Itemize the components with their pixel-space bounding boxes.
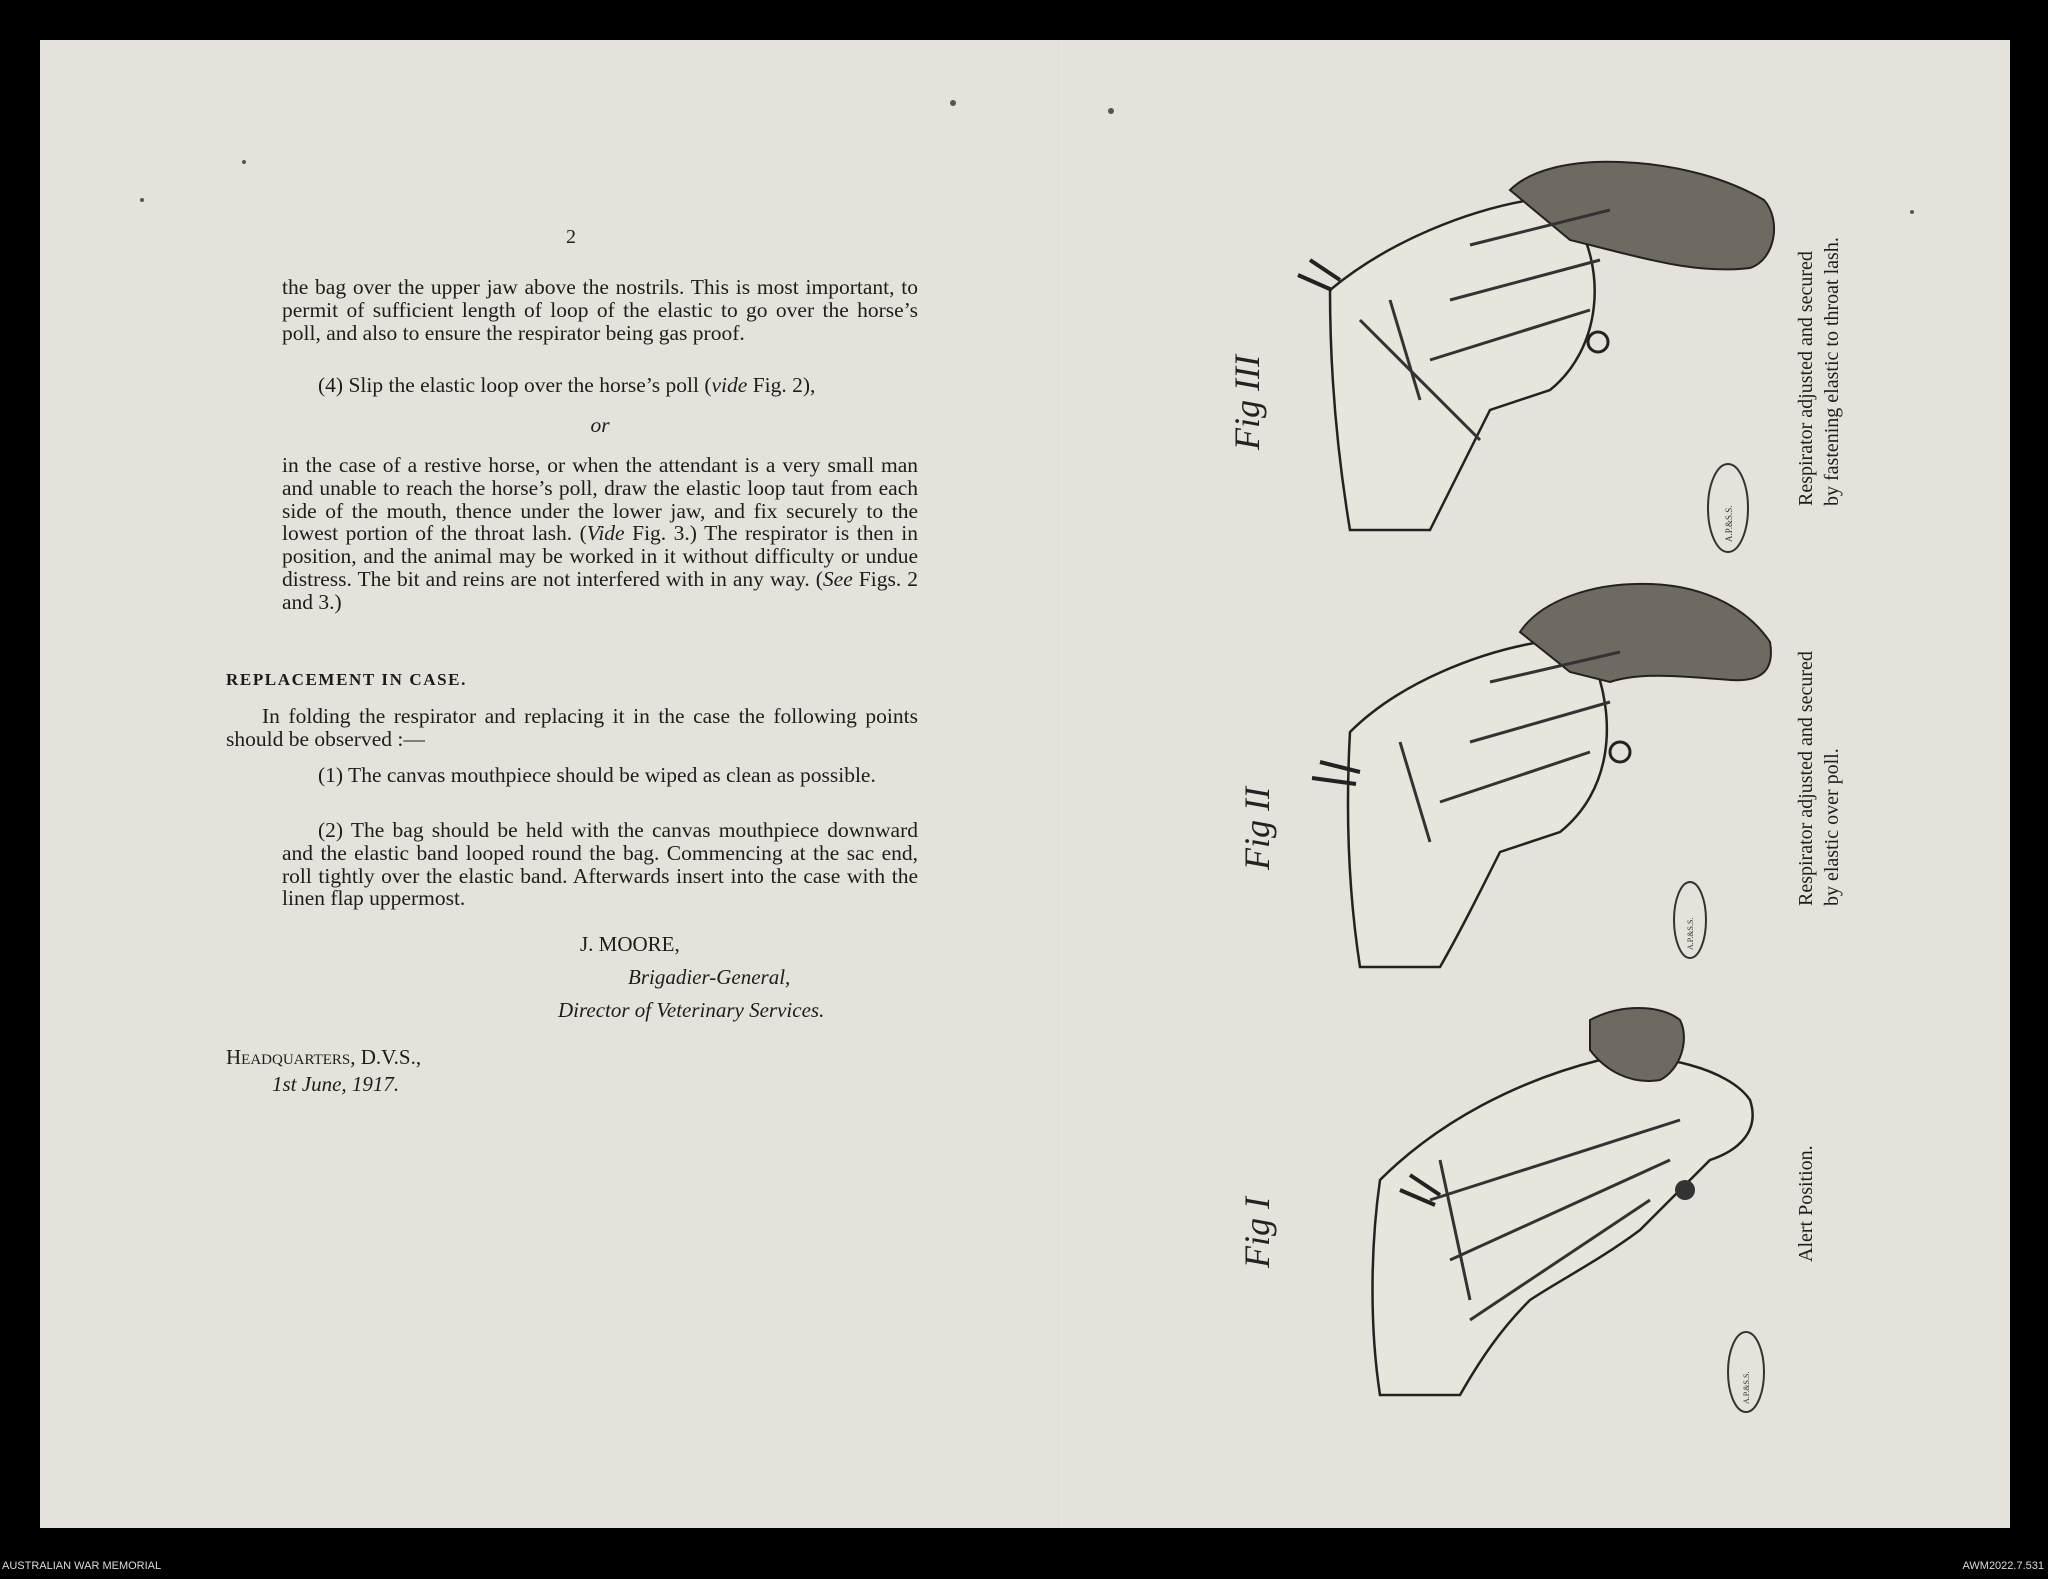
section-heading: REPLACEMENT IN CASE. [226,670,467,689]
footer-catalogue-id: AWM2022.7.531 [1962,1560,2044,1572]
staple-hole [950,100,956,106]
signatory-rank: Brigadier-General, [628,965,791,989]
staple-hole [242,160,246,164]
restive-text-2: Fig. 3.) The respirator is then in position, and the animal may be worked in it without difficulty or undue distress. The bit and reins are not interfered with in any way. ( [282,521,919,591]
signatory-name: J. MOORE, [580,932,680,956]
restive-vide: Vide [586,521,625,546]
figure-1-horse-illustration [1300,1000,1780,1400]
stamp-text: A.P.&S.S. [1724,505,1734,542]
intro-paragraph: the bag over the upper jaw above the nostrils. This is most important, to permit of sufficient length of loop of the elastic to go over the horse’s poll, and also to ensure the respirator being gas proof. [282,275,918,345]
page-number: 2 [566,226,576,248]
figure-3-label: Fig III [1227,355,1267,450]
footer-institution: AUSTRALIAN WAR MEMORIAL [2,1560,162,1572]
headquarters-line: Headquarters, D.V.S., [226,1045,422,1069]
signatory-title: Director of Veterinary Services. [558,998,825,1022]
figure-1-label: Fig I [1237,1197,1277,1268]
restive-text: in the case of a restive horse, or when the attendant is a very small man and unable to reach the horse’s poll, draw the elastic loop taut from each side of the mouth, thence under the lower jaw, and fix securely to the lowest portion of the throat lash. ( [282,453,918,546]
figure-2-horse-illustration [1290,572,1790,972]
restive-see: See [822,566,853,591]
figure-2-label: Fig II [1237,787,1277,870]
staple-hole [1108,108,1114,114]
step-4-ref: Fig. 2), [747,373,816,397]
figure-2-caption [1793,651,1845,906]
stamp-text: A.P.&S.S. [1742,1371,1751,1404]
step-4-vide: vide [711,373,748,397]
figure-1-caption-line-1: Alert Position. [1795,1145,1817,1262]
figure-3-caption-line-2: by fastening elastic to throat lash. [1821,237,1843,506]
step-4-text: (4) Slip the elastic loop over the horse’s poll ( [318,373,712,397]
stamp-text: A.P.&S.S. [1686,917,1695,950]
inspection-stamp [1726,1330,1766,1414]
figure-3-caption [1793,237,1845,506]
restive-text-3: Figs. 2 and 3.) [282,566,918,614]
figure-1-caption [1793,1145,1819,1262]
step-4-paragraph [282,374,918,397]
or-separator: or [590,413,610,437]
replacement-point-1: (1) The canvas mouthpiece should be wiped as clean as possible. [318,763,876,787]
inspection-stamp [1672,880,1708,960]
page-fold [1058,40,1060,1528]
staple-hole [1910,210,1914,214]
replacement-point-2: (2) The bag should be held with the canvas mouthpiece downward and the elastic band looped round the bag. Commencing at the sac end, roll tightly over the elastic band. Afterwards insert into the case with the linen flap uppermost. [282,818,918,911]
staple-hole [140,198,144,202]
date-rest: June, 1917. [301,1072,400,1096]
date-day: 1st [272,1072,297,1096]
inspection-stamp [1706,462,1750,554]
restive-horse-paragraph [282,454,918,614]
replacement-intro: In folding the respirator and replacing it in the case the following points should be observed :— [226,704,918,751]
figure-2-caption-line-1: Respirator adjusted and secured [1795,651,1817,906]
date-line [272,1072,399,1097]
figure-3-caption-line-1: Respirator adjusted and secured [1795,251,1817,506]
figure-2-caption-line-2: by elastic over poll. [1821,748,1843,906]
